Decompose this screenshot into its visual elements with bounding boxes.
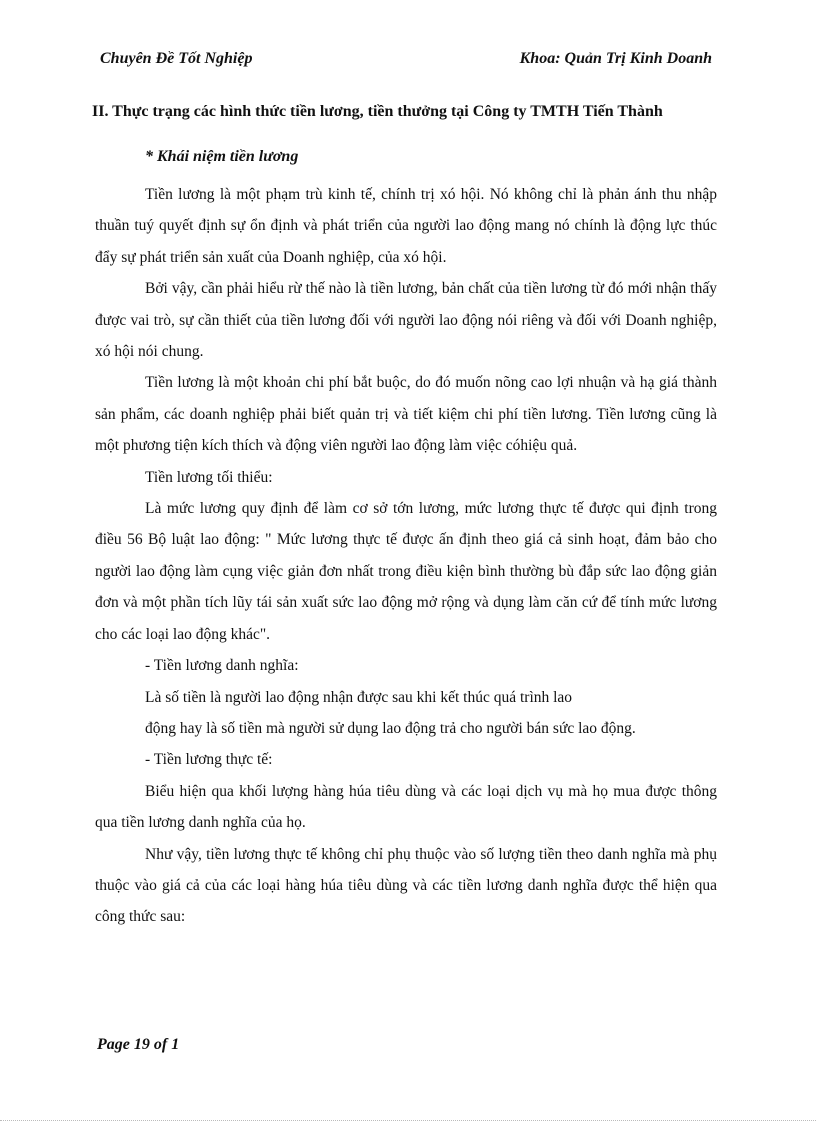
paragraph: Tiền lương tối thiểu: <box>145 468 273 486</box>
subheading: * Khái niệm tiền lương <box>145 148 299 165</box>
page-header <box>100 50 712 74</box>
paragraph: - Tiền lương danh nghĩa: <box>145 657 299 675</box>
paragraph: Như vậy, tiền lương thực tế không chỉ phụ thuộc vào số lượng tiền theo danh nghĩa mà phụ thuộc vào giá cả của các loại hàng húa tiêu dùng và các tiền lương danh nghĩa được thể hiện qua công thức sau: <box>95 845 717 926</box>
section-title: II. Thực trạng các hình thức tiền lương, tiền thưởng tại Công ty TMTH Tiến Thành <box>92 103 663 120</box>
header-left: Chuyên Đề Tốt Nghiệp <box>100 50 253 67</box>
paragraph: động hay là số tiền mà người sử dụng lao động trả cho người bán sức lao động. <box>145 719 636 737</box>
paragraph: - Tiền lương thực tế: <box>145 751 273 769</box>
paragraph: Là mức lương quy định để làm cơ sở tớn lương, mức lương thực tế được qui định trong điều 56 Bộ luật lao động: " Mức lương thực tế được ấn định theo giá cả sinh hoạt, đảm bảo cho người lao động làm cụng việc giản đơn nhất trong điều kiện bình thường bù đắp sức lao động giản đơn và một phần tích lũy tái sản xuất sức lao động mở rộng và dụng làm căn cứ để tính mức lương cho các loại lao động khác". <box>95 500 717 643</box>
page-edge-divider <box>0 1120 816 1121</box>
body-text <box>95 179 717 933</box>
paragraph: Tiền lương là một khoản chi phí bắt buộc, do đó muốn nõng cao lợi nhuận và hạ giá thành sản phẩm, các doanh nghiệp phải biết quản trị và tiết kiệm chi phí tiền lương. Tiền lương cũng là một phương tiện kích thích và động viên người lao động làm việc cóhiệu quả. <box>95 374 717 455</box>
paragraph: Bởi vậy, cần phải hiểu rừ thế nào là tiền lương, bản chất của tiền lương từ đó mới nhận thấy được vai trò, sự cần thiết của tiền lương đối với người lao động nói riêng và đối với Doanh nghiệp, xó hội nói chung. <box>95 280 717 361</box>
paragraph: Tiền lương là một phạm trù kinh tế, chính trị xó hội. Nó không chỉ là phản ánh thu nhập thuần tuý quyết định sự ổn định và phát triển của người lao động mang nó chính là động lực thúc đẩy sự phát triển sản xuất của Doanh nghiệp, của xó hội. <box>95 186 717 266</box>
page-footer: Page 19 of 1 <box>97 1036 180 1053</box>
header-right: Khoa: Quản Trị Kinh Doanh <box>519 50 712 67</box>
paragraph: Là số tiền là người lao động nhận được sau khi kết thúc quá trình lao <box>145 688 573 706</box>
paragraph: Biểu hiện qua khối lượng hàng húa tiêu dùng và các loại dịch vụ mà họ mua được thông qua tiền lương danh nghĩa của họ. <box>95 782 717 832</box>
